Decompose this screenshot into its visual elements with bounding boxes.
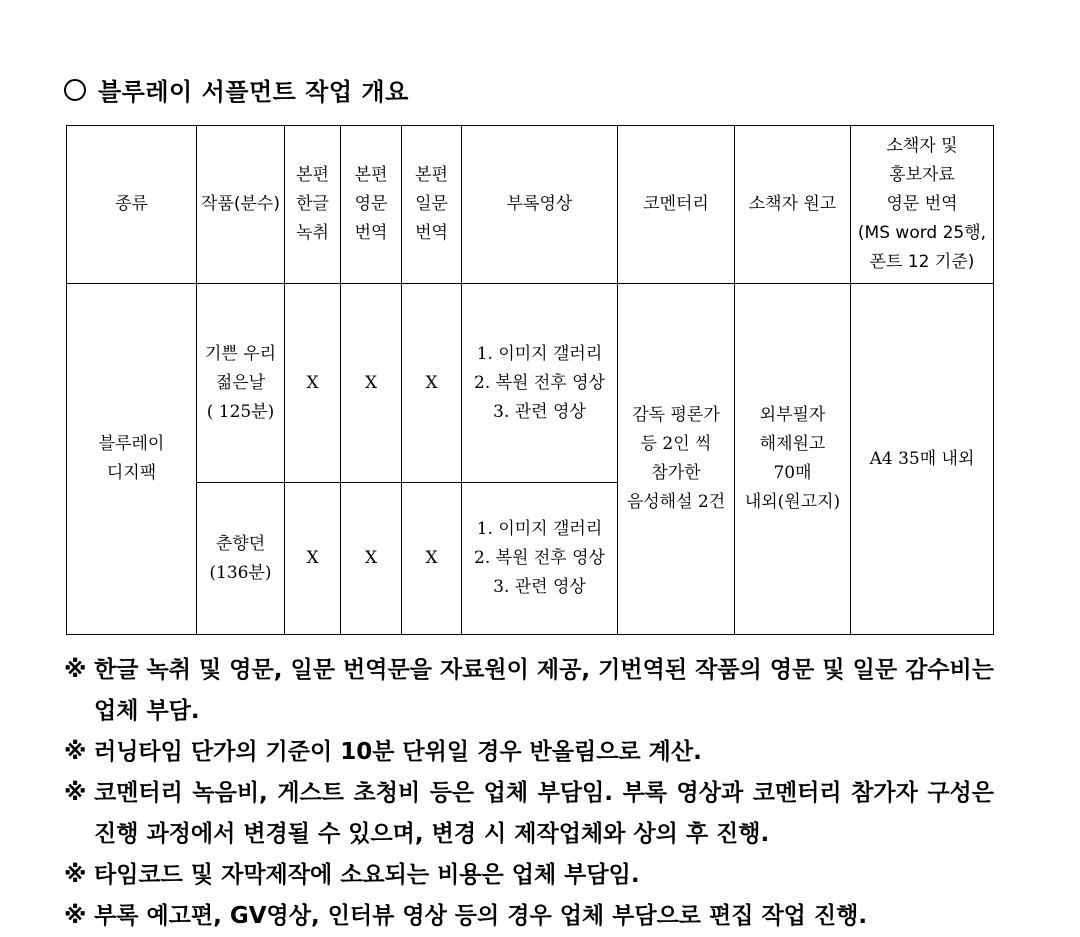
header-work: 작품(분수): [197, 126, 285, 284]
notes-list: [64, 650, 994, 937]
header-booklet: 소책자 원고: [735, 126, 851, 284]
section-title: 블루레이 서플먼트 작업 개요: [98, 78, 409, 106]
reference-mark: ※: [64, 903, 87, 929]
english-translation-cell: X: [341, 284, 402, 483]
english-translation-cell: X: [341, 483, 402, 635]
work-summary-table: [66, 125, 994, 635]
commentary-cell: 감독 평론가 등 2인 씩 참가한 음성해설 2건: [618, 284, 735, 635]
header-japanese-translation: 본편 일문 번역: [402, 126, 462, 284]
reference-mark: ※: [64, 657, 87, 683]
note-text: 부록 예고편, GV영상, 인터뷰 영상 등의 경우 업체 부담으로 편집 작업 진행.: [94, 903, 868, 929]
reference-mark: ※: [64, 780, 87, 806]
bonus-video-cell: 1. 이미지 갤러리 2. 복원 전후 영상 3. 관련 영상: [462, 483, 618, 635]
reference-mark: ※: [64, 862, 87, 888]
note-text: 러닝타임 단가의 기준이 10분 단위일 경우 반올림으로 계산.: [94, 739, 702, 765]
section-heading: [64, 72, 409, 107]
note-item: [64, 773, 994, 855]
table-row: [67, 284, 994, 483]
note-text: 한글 녹취 및 영문, 일문 번역문을 자료원이 제공, 기번역된 작품의 영문 및 일문 감수비는 업체 부담.: [94, 657, 994, 724]
korean-transcription-cell: X: [285, 284, 341, 483]
category-cell: 블루레이 디지팩: [67, 284, 197, 635]
bonus-video-cell: 1. 이미지 갤러리 2. 복원 전후 영상 3. 관련 영상: [462, 284, 618, 483]
note-item: [64, 855, 994, 896]
booklet-cell: 외부필자 해제원고 70매 내외(원고지): [735, 284, 851, 635]
booklet-translation-cell: A4 35매 내외: [851, 284, 994, 635]
header-english-translation: 본편 영문 번역: [341, 126, 402, 284]
table-header-row: [67, 126, 994, 284]
header-bonus-video: 부록영상: [462, 126, 618, 284]
header-type: 종류: [67, 126, 197, 284]
note-item: [64, 650, 994, 732]
japanese-translation-cell: X: [402, 483, 462, 635]
note-item: [64, 732, 994, 773]
header-booklet-translation: 소책자 및 홍보자료 영문 번역 (MS word 25행, 폰트 12 기준): [851, 126, 994, 284]
note-item: [64, 896, 994, 937]
work-cell: 기쁜 우리 젊은날 ( 125분): [197, 284, 285, 483]
circle-outline-icon: [64, 79, 86, 101]
reference-mark: ※: [64, 739, 87, 765]
note-text: 타임코드 및 자막제작에 소요되는 비용은 업체 부담임.: [94, 862, 640, 888]
korean-transcription-cell: X: [285, 483, 341, 635]
header-commentary: 코멘터리: [618, 126, 735, 284]
note-text: 코멘터리 녹음비, 게스트 초청비 등은 업체 부담임. 부록 영상과 코멘터리 참가자 구성은 진행 과정에서 변경될 수 있으며, 변경 시 제작업체와 상의 후 진행.: [94, 780, 994, 847]
japanese-translation-cell: X: [402, 284, 462, 483]
work-cell: 춘향뎐 (136분): [197, 483, 285, 635]
header-korean-transcription: 본편 한글 녹취: [285, 126, 341, 284]
